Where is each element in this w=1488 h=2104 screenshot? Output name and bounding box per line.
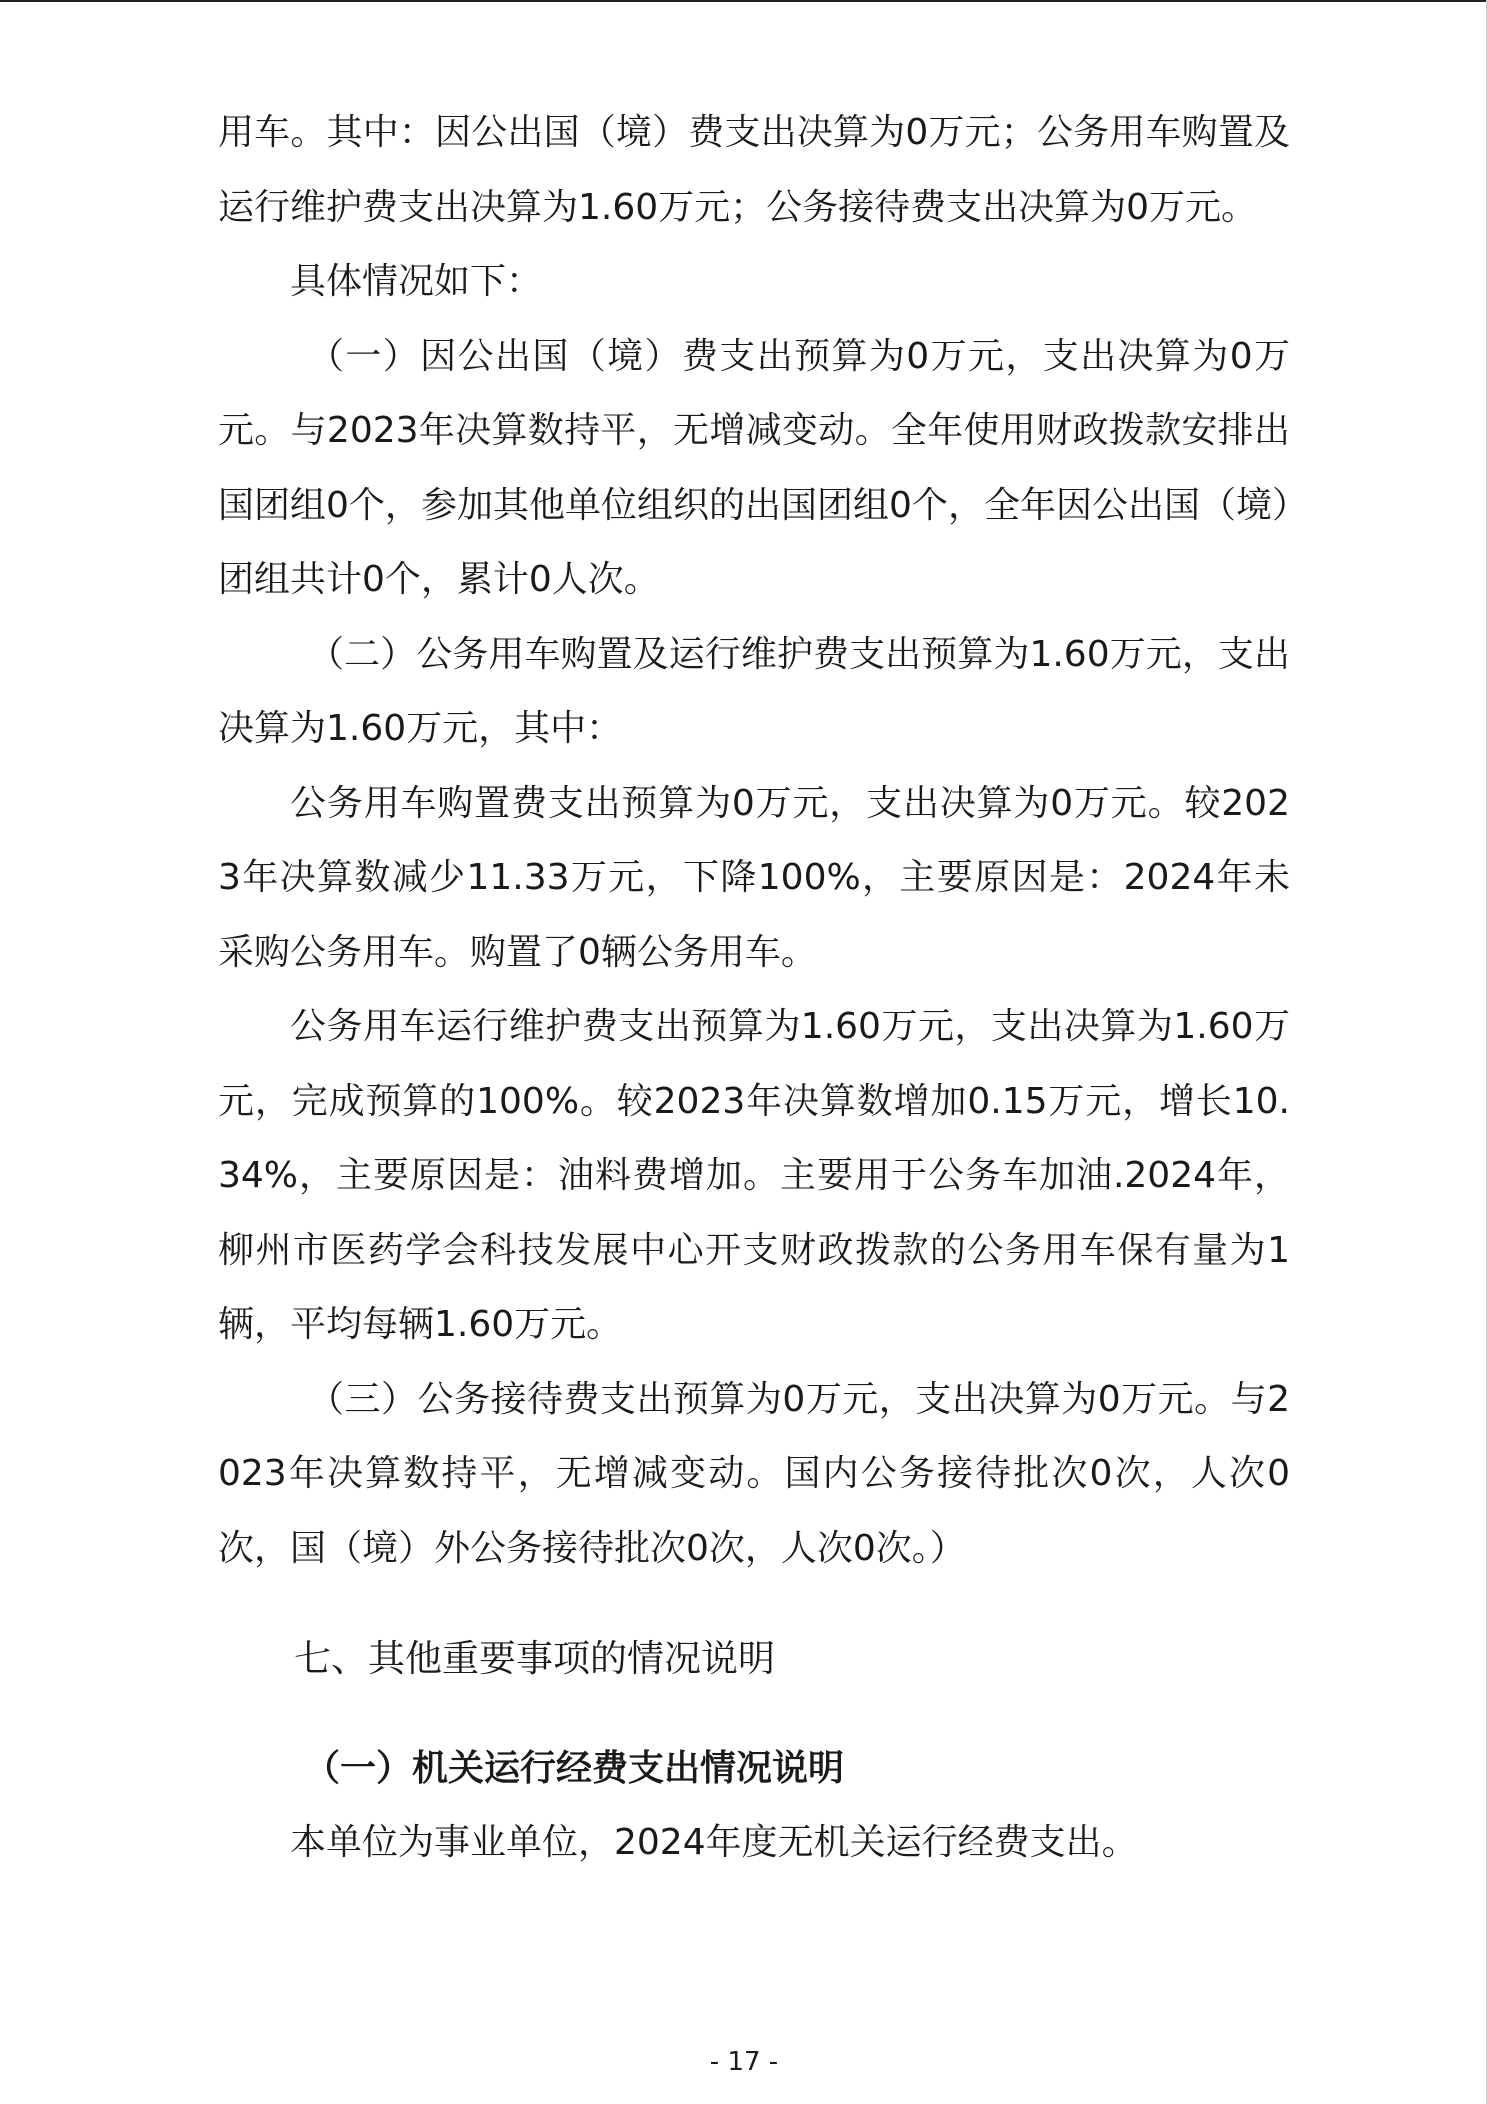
paragraph-overseas-travel: （一）因公出国（境）费支出预算为0万元，支出决算为0万元。与2023年决算数持平，无增减变动。全年使用财政拨款安排出国团组0个，参加其他单位组织的出国团组0个，全年因公出国（境）团组共计0个，累计0人次。	[218, 335, 1290, 600]
paragraph-intro: 具体情况如下：	[290, 261, 543, 302]
paragraph-vehicle-maintenance: 公务用车运行维护费支出预算为1.60万元，支出决算为1.60万元，完成预算的100%。较2023年决算数增加0.15万元，增长10.34%，主要原因是：油料费增加。主要用于公务车加油.2024年，柳州市医药学会科技发展中心开支财政拨款的公务用车保有量为1辆，平均每辆1.60万元。	[218, 1006, 1290, 1345]
paragraph-vehicle-overview: （二）公务用车购置及运行维护费支出预算为1.60万元，支出决算为1.60万元，其中：	[218, 633, 1290, 749]
section-heading: 七、其他重要事项的情况说明	[294, 1637, 775, 1680]
subsection-heading: （一）机关运行经费支出情况说明	[304, 1748, 845, 1789]
document-body	[218, 96, 1290, 1881]
page-number: - 17 -	[709, 2047, 779, 2077]
paragraph-operating-expense: 本单位为事业单位，2024年度无机关运行经费支出。	[290, 1822, 1138, 1863]
paragraph-reception: （三）公务接待费支出预算为0万元，支出决算为0万元。与2023年决算数持平，无增减变动。国内公务接待批次0次，人次0次，国（境）外公务接待批次0次，人次0次。）	[218, 1378, 1290, 1569]
page-top-border	[0, 0, 1488, 2]
paragraph-summary: 用车。其中：因公出国（境）费支出决算为0万元；公务用车购置及运行维护费支出决算为1.60万元；公务接待费支出决算为0万元。	[218, 112, 1290, 228]
paragraph-vehicle-purchase: 公务用车购置费支出预算为0万元，支出决算为0万元。较2023年决算数减少11.33万元，下降100%，主要原因是：2024年未采购公务用车。购置了0辆公务用车。	[218, 782, 1290, 973]
